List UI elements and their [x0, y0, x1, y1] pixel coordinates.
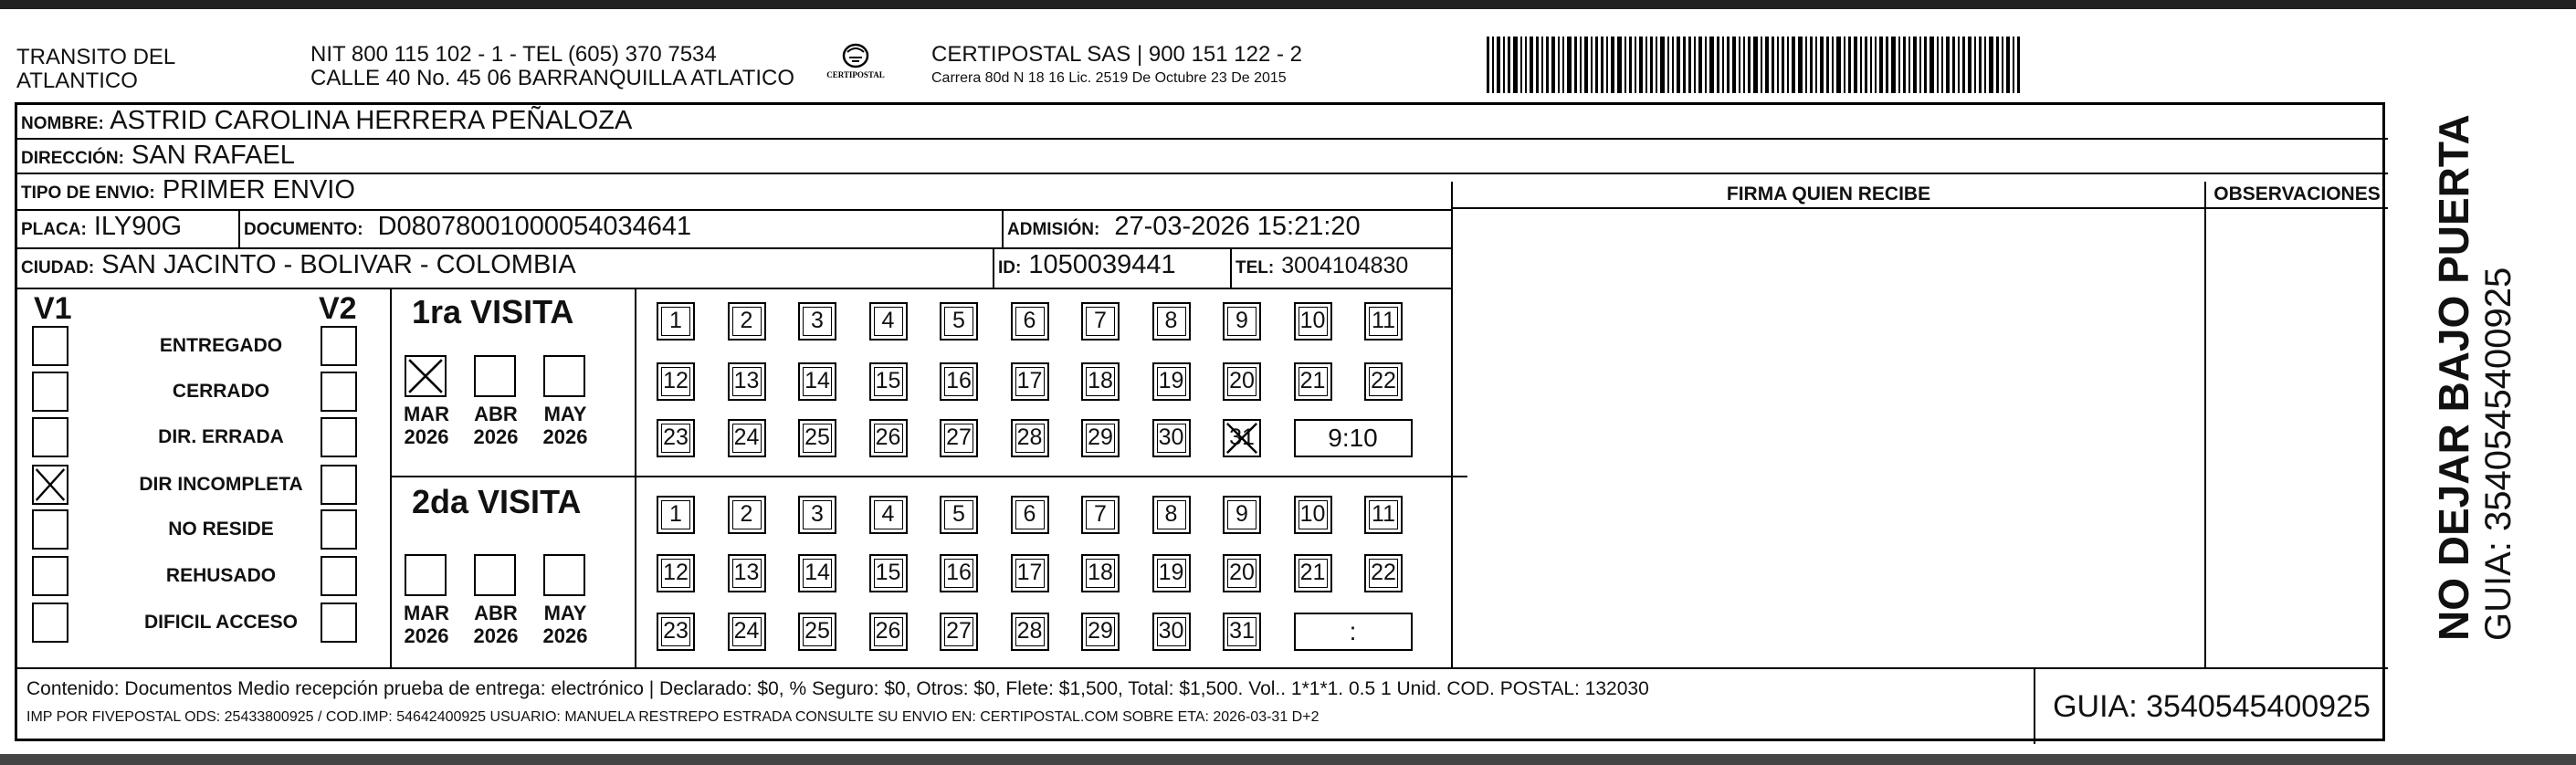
v1-checkbox[interactable]	[32, 509, 68, 550]
v2-checkbox[interactable]	[321, 372, 357, 412]
side-panel	[2392, 102, 2575, 741]
day-box[interactable]: 28	[1011, 419, 1049, 457]
v2-checkbox[interactable]	[321, 465, 357, 505]
day-box[interactable]: 9	[1223, 302, 1261, 341]
visit1-days	[636, 289, 1467, 477]
day-box[interactable]: 18	[1081, 554, 1120, 592]
day-box[interactable]: 2	[728, 302, 766, 341]
certipostal-license: Carrera 80d N 18 16 Lic. 2519 De Octubre 23 De 2015	[931, 70, 1287, 86]
direccion-label: DIRECCIÓN:	[21, 149, 124, 168]
day-box[interactable]: 24	[728, 613, 766, 651]
documento-cell	[240, 211, 1004, 247]
nit-line: NIT 800 115 102 - 1 - TEL (605) 370 7534	[310, 42, 717, 67]
documento-label: DOCUMENTO:	[244, 220, 363, 239]
v1-checkbox[interactable]	[32, 372, 68, 412]
day-box[interactable]: 12	[657, 554, 695, 592]
day-box[interactable]: 12	[657, 362, 695, 401]
day-box[interactable]: 23	[657, 613, 695, 651]
visit2-month-area	[392, 477, 636, 667]
v1-checkbox[interactable]	[32, 326, 68, 366]
day-box[interactable]: 22	[1364, 362, 1403, 401]
day-box[interactable]: 31	[1223, 613, 1261, 651]
day-box[interactable]: 22	[1364, 554, 1403, 592]
side-text	[2429, 114, 2519, 641]
day-box[interactable]: 10	[1294, 496, 1332, 534]
footer	[17, 667, 2388, 744]
day-box[interactable]: 11	[1364, 496, 1403, 534]
status-label: REHUSADO	[165, 565, 277, 586]
direccion-value: SAN RAFAEL	[131, 141, 295, 170]
day-box[interactable]: 21	[1294, 554, 1332, 592]
ciudad-cell	[17, 249, 994, 288]
day-box[interactable]: 6	[1011, 302, 1049, 341]
status-label: CERRADO	[172, 381, 270, 402]
firma-box[interactable]	[1451, 182, 2204, 667]
observaciones-label: OBSERVACIONES	[2206, 182, 2388, 209]
company-name	[16, 46, 199, 93]
day-box[interactable]: 16	[940, 362, 978, 401]
day-box[interactable]: 25	[798, 419, 836, 457]
status-area	[17, 289, 392, 667]
day-box[interactable]: 2	[728, 496, 766, 534]
day-box[interactable]: 18	[1081, 362, 1120, 401]
month-label: MAY 2026	[542, 602, 588, 647]
day-box[interactable]: 13	[728, 362, 766, 401]
day-box[interactable]: 14	[798, 362, 836, 401]
v2-checkbox[interactable]	[321, 556, 357, 596]
month-label: MAR 2026	[403, 602, 450, 647]
placa-cell	[17, 211, 240, 247]
day-box[interactable]: 11	[1364, 302, 1403, 341]
v1-checkbox[interactable]	[32, 465, 68, 505]
day-box[interactable]: 13	[728, 554, 766, 592]
company-line-1: TRANSITO DEL	[16, 45, 176, 69]
day-box[interactable]: 1	[657, 496, 695, 534]
day-box[interactable]: 17	[1011, 362, 1049, 401]
v1-checkbox[interactable]	[32, 556, 68, 596]
day-box[interactable]: 26	[869, 419, 908, 457]
placa-row	[17, 211, 1451, 249]
documento-value: D08078001000054034641	[377, 212, 692, 241]
day-box[interactable]: 19	[1152, 554, 1191, 592]
ciudad-label: CIUDAD:	[21, 258, 95, 278]
day-box[interactable]: 25	[798, 613, 836, 651]
day-box-crossed[interactable]: 31	[1223, 419, 1261, 457]
day-box[interactable]: 8	[1152, 496, 1191, 534]
month-checkbox[interactable]	[474, 355, 516, 397]
ciudad-row	[17, 249, 1451, 289]
scan-edge-top	[0, 0, 2576, 9]
id-value: 1050039441	[1028, 250, 1176, 279]
status-label: DIFICIL ACCESO	[143, 612, 298, 633]
firma-label: FIRMA QUIEN RECIBE	[1453, 182, 2204, 209]
placa-value: ILY90G	[93, 212, 183, 241]
day-box[interactable]: 20	[1223, 554, 1261, 592]
nombre-value: ASTRID CAROLINA HERRERA PEÑALOZA	[110, 106, 633, 135]
day-box[interactable]: 29	[1081, 613, 1120, 651]
svg-text:CERTIPOSTAL: CERTIPOSTAL	[826, 70, 885, 79]
day-box[interactable]: 6	[1011, 496, 1049, 534]
company-info	[310, 43, 794, 90]
month-label: ABR 2026	[473, 403, 519, 448]
day-box[interactable]: 4	[869, 496, 908, 534]
v1-checkbox[interactable]	[32, 417, 68, 457]
visit2-title: 2da VISITA	[412, 483, 582, 520]
day-box[interactable]: 17	[1011, 554, 1049, 592]
v1-header: V1	[34, 291, 72, 326]
day-box[interactable]: 30	[1152, 613, 1191, 651]
day-box[interactable]: 14	[798, 554, 836, 592]
day-box[interactable]: 7	[1081, 302, 1120, 341]
status-label: DIR. ERRADA	[158, 426, 284, 447]
day-box[interactable]: 30	[1152, 419, 1191, 457]
month-checkbox[interactable]	[543, 554, 585, 596]
day-box[interactable]: 27	[940, 613, 978, 651]
placa-label: PLACA:	[21, 220, 87, 239]
footer-guia: GUIA: 3540545400925	[2034, 669, 2388, 744]
tel-label: TEL:	[1235, 258, 1275, 278]
imp-text: IMP POR FIVEPOSTAL ODS: 25433800925 / COD.IMP: 54642400925 USUARIO: MANUELA RESTREPO ESTRADA CONSULTE SU ENVIO EN: CERTIPOSTAL.COM SOBRE ETA: 2026-03-31 D+2	[26, 709, 1320, 725]
month-checkbox[interactable]	[405, 554, 447, 596]
day-box[interactable]: 19	[1152, 362, 1191, 401]
company-line-2: ATLANTICO	[16, 68, 138, 93]
month-checkbox[interactable]	[405, 355, 447, 397]
id-label: ID:	[998, 258, 1022, 278]
v2-header: V2	[319, 291, 357, 326]
tipo-label: TIPO DE ENVIO:	[21, 183, 155, 203]
barcode	[1487, 37, 2208, 93]
day-box[interactable]: 23	[657, 419, 695, 457]
v1-checkbox[interactable]	[32, 603, 68, 643]
side-warning: NO DEJAR BAJO PUERTA	[2430, 114, 2477, 641]
day-box[interactable]: 27	[940, 419, 978, 457]
tipo-row	[17, 174, 1451, 211]
day-box[interactable]: 3	[798, 496, 836, 534]
day-box[interactable]: 28	[1011, 613, 1049, 651]
delivery-form	[15, 102, 2385, 741]
day-box[interactable]: 1	[657, 302, 695, 341]
month-checkbox[interactable]	[543, 355, 585, 397]
day-box[interactable]: 29	[1081, 419, 1120, 457]
certipostal-logo	[815, 41, 897, 89]
direccion-row	[17, 140, 2388, 174]
month-label: MAR 2026	[403, 403, 450, 448]
day-box[interactable]: 7	[1081, 496, 1120, 534]
scan-edge-bottom	[0, 754, 2576, 765]
side-guia: GUIA: 3540545400925	[2478, 267, 2518, 641]
day-box[interactable]: 20	[1223, 362, 1261, 401]
tipo-value: PRIMER ENVIO	[162, 175, 355, 204]
day-box[interactable]: 10	[1294, 302, 1332, 341]
month-checkbox[interactable]	[474, 554, 516, 596]
nombre-row	[17, 105, 2388, 140]
month-label: ABR 2026	[473, 602, 519, 647]
day-box[interactable]: 9	[1223, 496, 1261, 534]
admision-label: ADMISIÓN:	[1007, 220, 1100, 239]
status-label: ENTREGADO	[159, 335, 283, 356]
id-cell	[994, 249, 1232, 288]
ciudad-value: SAN JACINTO - BOLIVAR - COLOMBIA	[101, 250, 576, 279]
day-box[interactable]: 16	[940, 554, 978, 592]
tel-cell	[1232, 249, 1451, 288]
address-line: CALLE 40 No. 45 06 BARRANQUILLA ATLATICO	[310, 66, 795, 90]
admision-value: 27-03-2026 15:21:20	[1114, 212, 1361, 241]
status-label: NO RESIDE	[168, 519, 274, 540]
observaciones-box[interactable]	[2204, 182, 2388, 667]
visit1-month-area	[392, 289, 636, 477]
nombre-label: NOMBRE:	[21, 114, 104, 133]
day-box[interactable]: 24	[728, 419, 766, 457]
day-box[interactable]: 21	[1294, 362, 1332, 401]
v2-checkbox[interactable]	[321, 603, 357, 643]
day-box[interactable]: 15	[869, 554, 908, 592]
v2-checkbox[interactable]	[321, 326, 357, 366]
time-box[interactable]: 9:10	[1294, 419, 1413, 457]
visit1-title: 1ra VISITA	[412, 293, 574, 330]
day-box[interactable]: 5	[940, 302, 978, 341]
v2-checkbox[interactable]	[321, 509, 357, 550]
day-box[interactable]: 3	[798, 302, 836, 341]
day-box[interactable]: 4	[869, 302, 908, 341]
status-label: DIR INCOMPLETA	[139, 474, 303, 495]
day-box[interactable]: 26	[869, 613, 908, 651]
time-box[interactable]: :	[1294, 613, 1413, 651]
day-box[interactable]: 15	[869, 362, 908, 401]
day-box[interactable]: 5	[940, 496, 978, 534]
admision-cell	[1004, 211, 1451, 247]
v2-checkbox[interactable]	[321, 417, 357, 457]
tel-value: 3004104830	[1281, 253, 1409, 278]
visit2-days	[636, 477, 1467, 667]
certipostal-line: CERTIPOSTAL SAS | 900 151 122 - 2	[931, 42, 1302, 67]
certipostal-info	[931, 43, 1302, 90]
contenido-text: Contenido: Documentos Medio recepción prueba de entrega: electrónico | Declarado: $0, % Seguro: $0, Otros: $0, Flete: $1,500, Total: $1,500. Vol.. 1*1*1. 0.5 1 Unid. COD. POSTAL: 132030	[26, 678, 1649, 699]
day-box[interactable]: 8	[1152, 302, 1191, 341]
month-label: MAY 2026	[542, 403, 588, 448]
